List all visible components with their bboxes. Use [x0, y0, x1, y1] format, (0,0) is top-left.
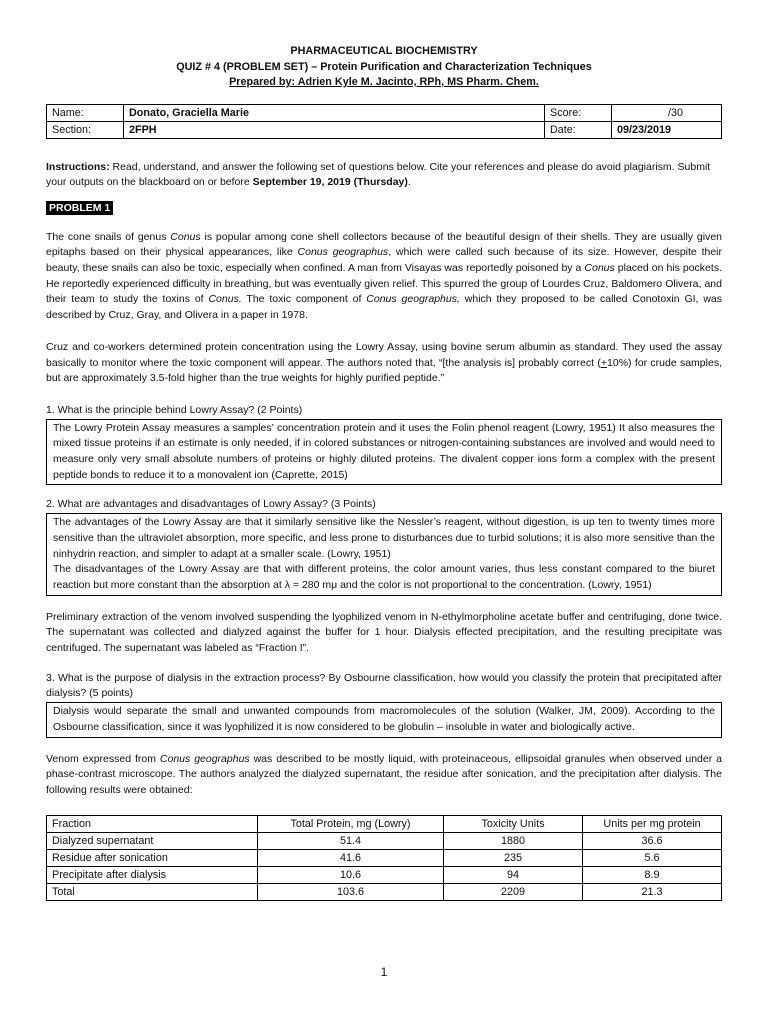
name-label: Name: — [47, 104, 124, 121]
question-3: 3. What is the purpose of dialysis in the extraction process? By Osbourne classification, how would you classify the protein that precipitated after dialysis? (5 points) — [46, 671, 722, 700]
table-cell: 94 — [444, 866, 583, 883]
table-cell: Dialyzed supernatant — [47, 832, 258, 849]
question-1: 1. What is the principle behind Lowry Assay? (2 Points) — [46, 403, 303, 416]
table-cell: 5.6 — [583, 849, 722, 866]
quiz-title: QUIZ # 4 (PROBLEM SET) – Protein Purification and Characterization Techniques — [176, 60, 592, 73]
answer-1: The Lowry Protein Assay measures a samples’ concentration protein and it uses the Folin phenol reagent (Lowry, 1951) It also measures the mixed tissue proteins if an estimate is only needed, if in colored substances or nitrogen-containing substances are involved and would need to measure only very small absolute numbers of proteins or highly diluted proteins. The divalent copper ions form a complex with the present peptide bonds to reduce it to a monovalent ion (Caprette, 2015) — [46, 419, 722, 486]
table-cell: Residue after sonication — [47, 849, 258, 866]
table-row — [47, 883, 722, 900]
section-value: 2FPH — [124, 121, 545, 138]
col-header: Total Protein, mg (Lowry) — [258, 815, 444, 832]
table-cell: 103.6 — [258, 883, 444, 900]
table-cell: 41.6 — [258, 849, 444, 866]
table-header-row — [47, 815, 722, 832]
date-value: 09/23/2019 — [612, 121, 722, 138]
extraction-paragraph: Preliminary extraction of the venom involved suspending the lyophilized venom in N-ethylmorpholine acetate buffer and centrifuging, done twice. The supernatant was collected and dialyzed against the buffer for 1 hour. Dialysis effected precipitation, and the resulting precipitate was centrifuged. The supernatant was labeled as “Fraction I”. — [46, 610, 722, 655]
table-row — [47, 866, 722, 883]
course-title: PHARMACEUTICAL BIOCHEMISTRY — [290, 45, 478, 57]
table-cell: 235 — [444, 849, 583, 866]
table-cell: Precipitate after dialysis — [47, 866, 258, 883]
instructions: Instructions: Read, understand, and answer the following set of questions below. Cite your references and please do avoid plagiarism. Submit your outputs on the blackboard on or before September 19, 2019 (Thursday). — [46, 160, 711, 189]
score-value: /30 — [612, 104, 722, 121]
col-header: Fraction — [47, 815, 258, 832]
table-cell: 8.9 — [583, 866, 722, 883]
deadline: September 19, 2019 (Thursday) — [252, 176, 408, 189]
table-cell: 2209 — [444, 883, 583, 900]
student-info-table — [46, 104, 722, 139]
table-cell: 1880 — [444, 832, 583, 849]
question-2: 2. What are advantages and disadvantages of Lowry Assay? (3 Points) — [46, 498, 376, 511]
table-cell: 36.6 — [583, 832, 722, 849]
problem-tag: PROBLEM 1 — [46, 201, 113, 215]
results-table — [46, 815, 722, 901]
answer-2 — [46, 513, 722, 596]
document-page — [46, 44, 722, 901]
table-row — [47, 832, 722, 849]
name-value: Donato, Graciella Marie — [124, 104, 545, 121]
intro-paragraph: The cone snails of genus Conus is popular among cone shell collectors because of the beautiful design of their shells. They are usually given epitaphs based on their physical appearances, like Conus geographus, which were called such because of its size. However, despite their beauty, these snails can also be toxic, especially when confined. A man from Visayas was reportedly poisoned by a Conus placed on his pockets. He reportedly experienced difficulty in breathing, but was eventually given relief. This spurred the group of Lourdes Cruz, Baldomero Olivera, and their team to study the toxins of Conus. The toxic component of Conus geographus, which they proposed to be called Conotoxin GI, was described by Cruz, Gray, and Olivera in a paper in 1978. — [46, 230, 723, 322]
section-label: Section: — [47, 121, 124, 138]
col-header: Toxicity Units — [444, 815, 583, 832]
table-row — [47, 849, 722, 866]
page-number: 1 — [380, 965, 388, 979]
answer-3: Dialysis would separate the small and unwanted compounds from macromolecules of the solution (Walker, JM, 2009). According to the Osbourne classification, since it was lyophilized it is now considered to be globulin – insoluble in water and biologically active. — [46, 702, 722, 737]
table-cell: 10.6 — [258, 866, 444, 883]
doc-header — [46, 44, 722, 91]
prepared-by: Prepared by: Adrien Kyle M. Jacinto, RPh, MS Pharm. Chem. — [229, 76, 539, 88]
score-label: Score: — [545, 104, 612, 121]
lowry-paragraph: Cruz and co-workers determined protein concentration using the Lowry Assay, using bovine serum albumin as standard. They used the assay basically to monitor where the toxic component will appear. The authors noted that, “[the analysis is] probably correct (+10%) for crude samples, but are approximately 3.5-fold higher than the true weights for highly purified peptide.” — [46, 340, 722, 385]
table-cell: 21.3 — [583, 883, 722, 900]
advantages-text: The advantages of the Lowry Assay are that it similarly sensitive like the Nessler’s reagent, without digestion, is up ten to twenty times more sensitive than the ultraviolet absorption, more specific, and less prone to disturbances due to turbid solutions; it is also more sensitive than the ninhydrin reaction, and simpler to adapt at a smaller scale. (Lowry, 1951) — [53, 516, 715, 560]
venom-paragraph: Venom expressed from Conus geographus was described to be mostly liquid, with proteinaceous, ellipsoidal granules when observed under a phase-contrast microscope. The authors analyzed the dialyzed supernatant, the residue after sonication, and the precipitation after dialysis. The following results were obtained: — [46, 752, 722, 796]
author-name: Adrien Kyle M. Jacinto, RPh, MS Pharm. Chem. — [297, 76, 539, 88]
disadvantages-text: The disadvantages of the Lowry Assay are that with different proteins, the color amount varies, thus less constant compared to the biuret reaction but more constant than the absorption at λ = 280 mμ and the color is not proportional to the concentration. (Lowry, 1951) — [53, 563, 715, 591]
table-cell: Total — [47, 883, 258, 900]
table-cell: 51.4 — [258, 832, 444, 849]
col-header: Units per mg protein — [583, 815, 722, 832]
date-label: Date: — [545, 121, 612, 138]
